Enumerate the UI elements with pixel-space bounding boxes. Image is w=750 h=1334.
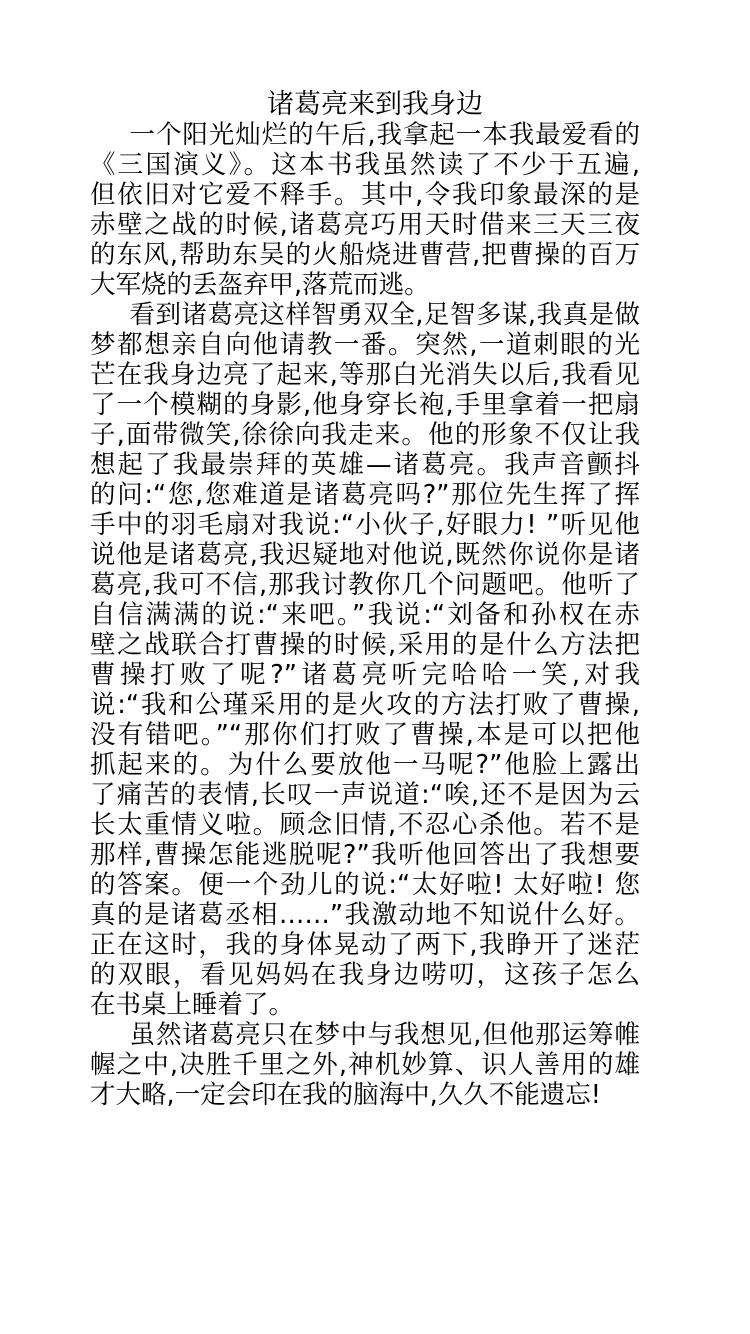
text-block bbox=[90, 90, 640, 1110]
text-line: 子,面带微笑,徐徐向我走来。他的形象不仅让我 bbox=[90, 420, 640, 450]
text-line: 的东风,帮助东吴的火船烧进曹营,把曹操的百万 bbox=[90, 240, 640, 270]
text-line: 梦都想亲自向他请教一番。突然,一道刺眼的光 bbox=[90, 330, 640, 360]
text-line: 自信满满的说:“来吧。”我说:“刘备和孙权在赤 bbox=[90, 600, 640, 630]
text-line: 手中的羽毛扇对我说:“小伙子,好眼力! ”听见他 bbox=[90, 510, 640, 540]
document-title: 诸葛亮来到我身边 bbox=[267, 89, 483, 120]
text-line: 曹操打败了呢?”诸葛亮听完哈哈一笑,对我 bbox=[90, 660, 640, 690]
text-line: 没有错吧。”“那你们打败了曹操,本是可以把他 bbox=[90, 720, 640, 750]
text-line: 一个阳光灿烂的午后,我拿起一本我最爱看的 bbox=[129, 120, 640, 150]
paragraph-1 bbox=[90, 120, 640, 300]
text-line: 《三国演义》。这本书我虽然读了不少于五遍, bbox=[90, 150, 640, 180]
text-line: 说:“我和公瑾采用的是火攻的方法打败了曹操, bbox=[90, 690, 640, 720]
text-line: 葛亮,我可不信,那我讨教你几个问题吧。他听了 bbox=[90, 570, 640, 600]
text-line: 了一个模糊的身影,他身穿长袍,手里拿着一把扇 bbox=[90, 390, 640, 420]
text-line: 幄之中,决胜千里之外,神机妙算、识人善用的雄 bbox=[90, 1050, 640, 1080]
paragraph-3 bbox=[90, 1020, 640, 1110]
text-line: 壁之战联合打曹操的时候,采用的是什么方法把 bbox=[90, 630, 640, 660]
paragraph-2 bbox=[90, 300, 640, 1020]
text-line: 才大略,一定会印在我的脑海中,久久不能遗忘! bbox=[90, 1080, 601, 1110]
text-line: 抓起来的。为什么要放他一马呢?”他脸上露出 bbox=[90, 750, 640, 780]
text-line: 长太重情义啦。顾念旧情,不忍心杀他。若不是 bbox=[90, 810, 640, 840]
text-line: 的答案。便一个劲儿的说:“太好啦! 太好啦! 您 bbox=[90, 870, 640, 900]
text-line: 想起了我最崇拜的英雄—诸葛亮。我声音颤抖 bbox=[90, 450, 640, 480]
text-line: 芒在我身边亮了起来,等那白光消失以后,我看见 bbox=[90, 360, 640, 390]
text-line: 正在这时，我的身体晃动了两下,我睁开了迷茫 bbox=[90, 930, 640, 960]
text-line: 真的是诸葛丞相……”我激动地不知说什么好。 bbox=[90, 900, 640, 930]
text-line: 赤壁之战的时候,诸葛亮巧用天时借来三天三夜 bbox=[90, 210, 640, 240]
text-line: 的双眼，看见妈妈在我身边唠叨，这孩子怎么 bbox=[90, 960, 640, 990]
text-line: 的问:“您,您难道是诸葛亮吗?”那位先生挥了挥 bbox=[90, 480, 640, 510]
text-line: 说他是诸葛亮,我迟疑地对他说,既然你说你是诸 bbox=[90, 540, 640, 570]
text-line: 那样,曹操怎能逃脱呢?”我听他回答出了我想要 bbox=[90, 840, 640, 870]
text-line: 虽然诸葛亮只在梦中与我想见,但他那运筹帷 bbox=[129, 1020, 640, 1050]
text-line: 在书桌上睡着了。 bbox=[90, 990, 295, 1020]
text-line: 了痛苦的表情,长叹一声说道:“唉,还不是因为云 bbox=[90, 780, 640, 810]
text-line: 大军烧的丢盔弃甲,落荒而逃。 bbox=[90, 270, 430, 300]
text-line: 看到诸葛亮这样智勇双全,足智多谋,我真是做 bbox=[129, 300, 640, 330]
text-line: 但依旧对它爱不释手。其中,令我印象最深的是 bbox=[90, 180, 640, 210]
